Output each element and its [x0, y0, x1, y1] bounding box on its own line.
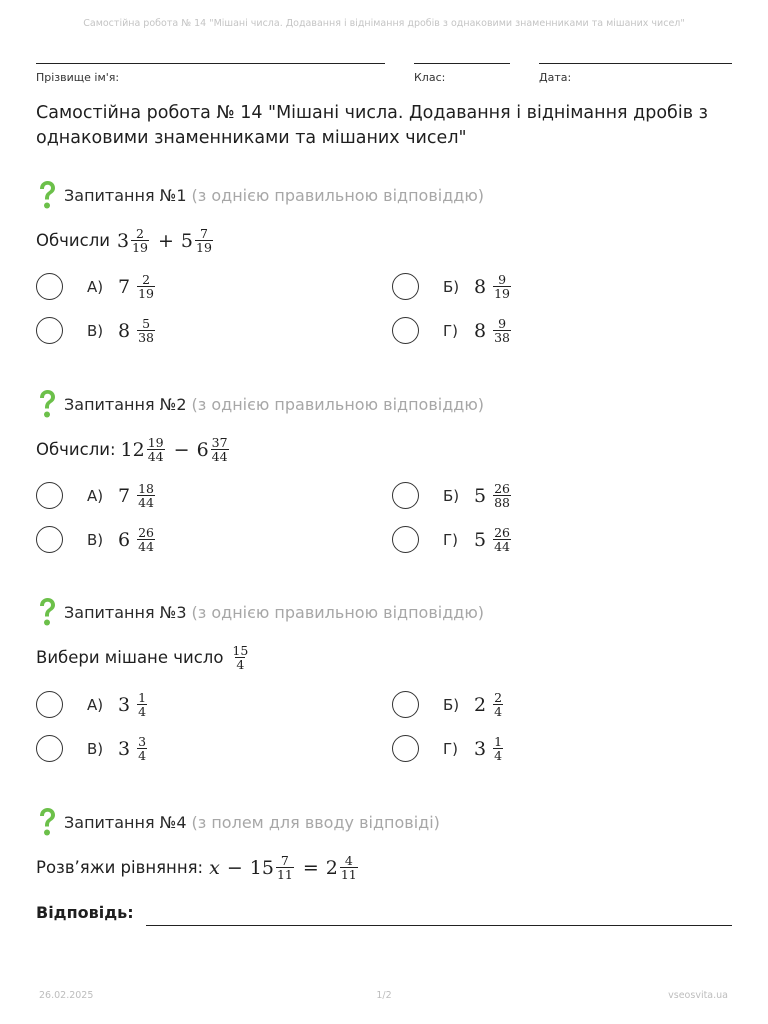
- option-letter: Б): [443, 486, 460, 505]
- mixed-whole: 3: [118, 737, 131, 760]
- question-mark-icon: [36, 597, 58, 627]
- numerator: 2: [494, 690, 503, 705]
- mixed-whole: 3: [118, 693, 131, 716]
- option-letter: А): [87, 695, 104, 714]
- fraction: [137, 482, 155, 509]
- option-letter: А): [87, 486, 104, 505]
- answer-input-line[interactable]: [146, 925, 732, 926]
- fraction: [137, 526, 155, 553]
- option-letter: Б): [443, 695, 460, 714]
- mixed-whole: 2: [474, 693, 487, 716]
- question-mark-icon: [36, 389, 58, 419]
- denominator: 4: [494, 704, 503, 719]
- option-value: [118, 526, 157, 553]
- question-4-note: (з полем для вводу відповіді): [191, 812, 440, 832]
- radio-button[interactable]: [36, 735, 63, 762]
- mixed-whole: 6: [196, 438, 209, 461]
- radio-button[interactable]: [36, 273, 63, 300]
- question-2-option-b[interactable]: [392, 482, 513, 509]
- mixed-whole: 6: [118, 528, 131, 551]
- question-3-option-c[interactable]: [36, 735, 149, 762]
- question-2-prompt-text: Обчисли:: [36, 440, 116, 459]
- numerator: 1: [138, 690, 147, 705]
- question-1-note: (з однією правильною відповіддю): [191, 185, 485, 205]
- question-1-prompt-text: Обчисли: [36, 231, 110, 250]
- question-2-option-d[interactable]: [392, 526, 513, 553]
- mixed-whole: 3: [474, 737, 487, 760]
- numerator: 2: [136, 226, 144, 241]
- denominator: 19: [132, 240, 148, 255]
- equals-sign: =: [302, 856, 319, 879]
- fraction: [137, 691, 147, 718]
- question-1-header: [36, 180, 484, 210]
- fraction: [211, 436, 229, 463]
- question-1-title: Запитання №1: [64, 185, 187, 205]
- fraction: [276, 854, 294, 881]
- question-3-prompt: [36, 644, 251, 671]
- option-letter: Г): [443, 739, 458, 758]
- denominator: 44: [138, 539, 154, 554]
- question-3-option-b[interactable]: [392, 691, 505, 718]
- fraction: [493, 482, 511, 509]
- option-value: [474, 482, 513, 509]
- numerator: 2: [142, 272, 151, 287]
- question-1-prompt: [36, 227, 215, 254]
- question-1-option-a[interactable]: [36, 273, 157, 300]
- question-4-prompt: [36, 854, 360, 881]
- numerator: 9: [498, 272, 507, 287]
- variable: x: [209, 856, 220, 879]
- numerator: 18: [138, 481, 154, 496]
- mixed-whole: 15: [249, 856, 274, 879]
- denominator: 4: [236, 657, 245, 672]
- option-value: [474, 273, 513, 300]
- question-3-prompt-text: Вибери мішане число: [36, 648, 224, 667]
- question-3-note: (з однією правильною відповіддю): [191, 602, 485, 622]
- question-2-option-a[interactable]: [36, 482, 157, 509]
- fraction: [493, 526, 511, 553]
- fraction: [137, 735, 147, 762]
- radio-button[interactable]: [36, 482, 63, 509]
- name-line[interactable]: [36, 63, 385, 64]
- denominator: 44: [138, 495, 154, 510]
- option-letter: А): [87, 277, 104, 296]
- answer-label: Відповідь:: [36, 903, 134, 922]
- denominator: 44: [494, 539, 510, 554]
- question-4-title: Запитання №4: [64, 812, 187, 832]
- question-2-header: [36, 389, 484, 419]
- fraction: [137, 317, 155, 344]
- option-letter: В): [87, 530, 104, 549]
- numerator: 37: [211, 435, 228, 450]
- question-3-option-d[interactable]: [392, 735, 505, 762]
- numerator: 4: [344, 853, 353, 868]
- radio-button[interactable]: [392, 691, 419, 718]
- mixed-whole: 2: [325, 856, 338, 879]
- fraction: [493, 735, 503, 762]
- operator: +: [157, 229, 174, 252]
- question-3-option-a[interactable]: [36, 691, 149, 718]
- fraction: [131, 227, 149, 254]
- question-2-title: Запитання №2: [64, 394, 187, 414]
- question-mark-icon: [36, 180, 58, 210]
- option-value: [118, 735, 149, 762]
- mixed-whole: 12: [120, 438, 145, 461]
- option-value: [118, 482, 157, 509]
- question-mark-icon: [36, 807, 58, 837]
- mixed-whole: 7: [118, 484, 131, 507]
- document-title: Самостійна робота № 14 "Мішані числа. Додавання і віднімання дробів з однаковими знаменниками та мішаних чисел": [36, 103, 708, 148]
- radio-button[interactable]: [36, 317, 63, 344]
- numerator: 15: [232, 643, 249, 658]
- numerator: 26: [494, 481, 510, 496]
- denominator: 4: [138, 748, 147, 763]
- radio-button[interactable]: [36, 526, 63, 553]
- numerator: 26: [138, 525, 154, 540]
- radio-button[interactable]: [36, 691, 63, 718]
- mixed-whole: 8: [118, 319, 131, 342]
- question-3-header: [36, 597, 484, 627]
- mixed-whole: 5: [474, 528, 487, 551]
- fraction: [137, 273, 155, 300]
- question-1-expression: [117, 227, 215, 254]
- denominator: 38: [138, 330, 154, 345]
- question-4-prompt-text: Розв’яжи рівняння:: [36, 858, 204, 877]
- denominator: 44: [147, 449, 164, 464]
- mixed-whole: 3: [116, 229, 130, 252]
- question-4-header: [36, 807, 440, 837]
- denominator: 19: [494, 286, 510, 301]
- footer-site: vseosvita.ua: [668, 990, 728, 1001]
- numerator: 1: [494, 734, 503, 749]
- option-value: [474, 317, 513, 344]
- mixed-whole: 7: [118, 275, 131, 298]
- radio-button[interactable]: [392, 273, 419, 300]
- question-2-note: (з однією правильною відповіддю): [191, 394, 485, 414]
- fraction: [493, 317, 511, 344]
- option-value: [118, 317, 157, 344]
- denominator: 19: [138, 286, 154, 301]
- numerator: 7: [199, 226, 208, 241]
- question-2-prompt: [36, 436, 231, 463]
- class-label: Клас:: [414, 71, 446, 84]
- numerator: 9: [498, 316, 507, 331]
- fraction: [231, 644, 249, 671]
- option-value: [474, 526, 513, 553]
- option-value: [118, 273, 157, 300]
- fraction: [493, 691, 503, 718]
- option-value: [118, 691, 149, 718]
- option-letter: Г): [443, 321, 458, 340]
- numerator: 19: [147, 435, 164, 450]
- mixed-whole: 8: [474, 319, 487, 342]
- numerator: 26: [494, 525, 510, 540]
- page-header-title: Самостійна робота № 14 "Мішані числа. Додавання і віднімання дробів з однаковими знаменниками та мішаних чисел": [83, 18, 685, 29]
- question-1-option-b[interactable]: [392, 273, 513, 300]
- mixed-whole: 5: [180, 229, 193, 252]
- fraction: [340, 854, 358, 881]
- radio-button[interactable]: [392, 317, 419, 344]
- question-4-equation: [209, 854, 360, 881]
- option-value: [474, 735, 505, 762]
- option-value: [474, 691, 505, 718]
- option-letter: В): [87, 321, 104, 340]
- date-line[interactable]: [539, 63, 732, 64]
- footer-page-number: 1/2: [376, 990, 392, 1001]
- fraction: [147, 436, 165, 463]
- denominator: 44: [211, 449, 228, 464]
- operator: −: [173, 438, 190, 461]
- question-3-title: Запитання №3: [64, 602, 187, 622]
- numerator: 3: [138, 734, 147, 749]
- denominator: 88: [494, 495, 510, 510]
- numerator: 5: [142, 316, 151, 331]
- class-line[interactable]: [414, 63, 510, 64]
- option-letter: Б): [443, 277, 460, 296]
- footer-date: 26.02.2025: [39, 990, 94, 1001]
- denominator: 38: [494, 330, 510, 345]
- radio-button[interactable]: [392, 526, 419, 553]
- operator: −: [226, 856, 243, 879]
- denominator: 4: [138, 704, 147, 719]
- question-1-option-c[interactable]: [36, 317, 157, 344]
- question-1-option-d[interactable]: [392, 317, 513, 344]
- question-2-option-c[interactable]: [36, 526, 157, 553]
- radio-button[interactable]: [392, 482, 419, 509]
- fraction: [195, 227, 213, 254]
- denominator: 4: [494, 748, 503, 763]
- mixed-whole: 5: [474, 484, 487, 507]
- numerator: 7: [280, 853, 289, 868]
- fraction: [493, 273, 511, 300]
- option-letter: В): [87, 739, 104, 758]
- date-label: Дата:: [539, 71, 572, 84]
- denominator: 11: [340, 867, 357, 882]
- option-letter: Г): [443, 530, 458, 549]
- denominator: 19: [196, 240, 212, 255]
- radio-button[interactable]: [392, 735, 419, 762]
- name-label: Прізвище ім'я:: [36, 71, 120, 84]
- question-3-expression: [229, 644, 251, 671]
- mixed-whole: 8: [474, 275, 487, 298]
- denominator: 11: [276, 867, 293, 882]
- question-2-expression: [121, 436, 231, 463]
